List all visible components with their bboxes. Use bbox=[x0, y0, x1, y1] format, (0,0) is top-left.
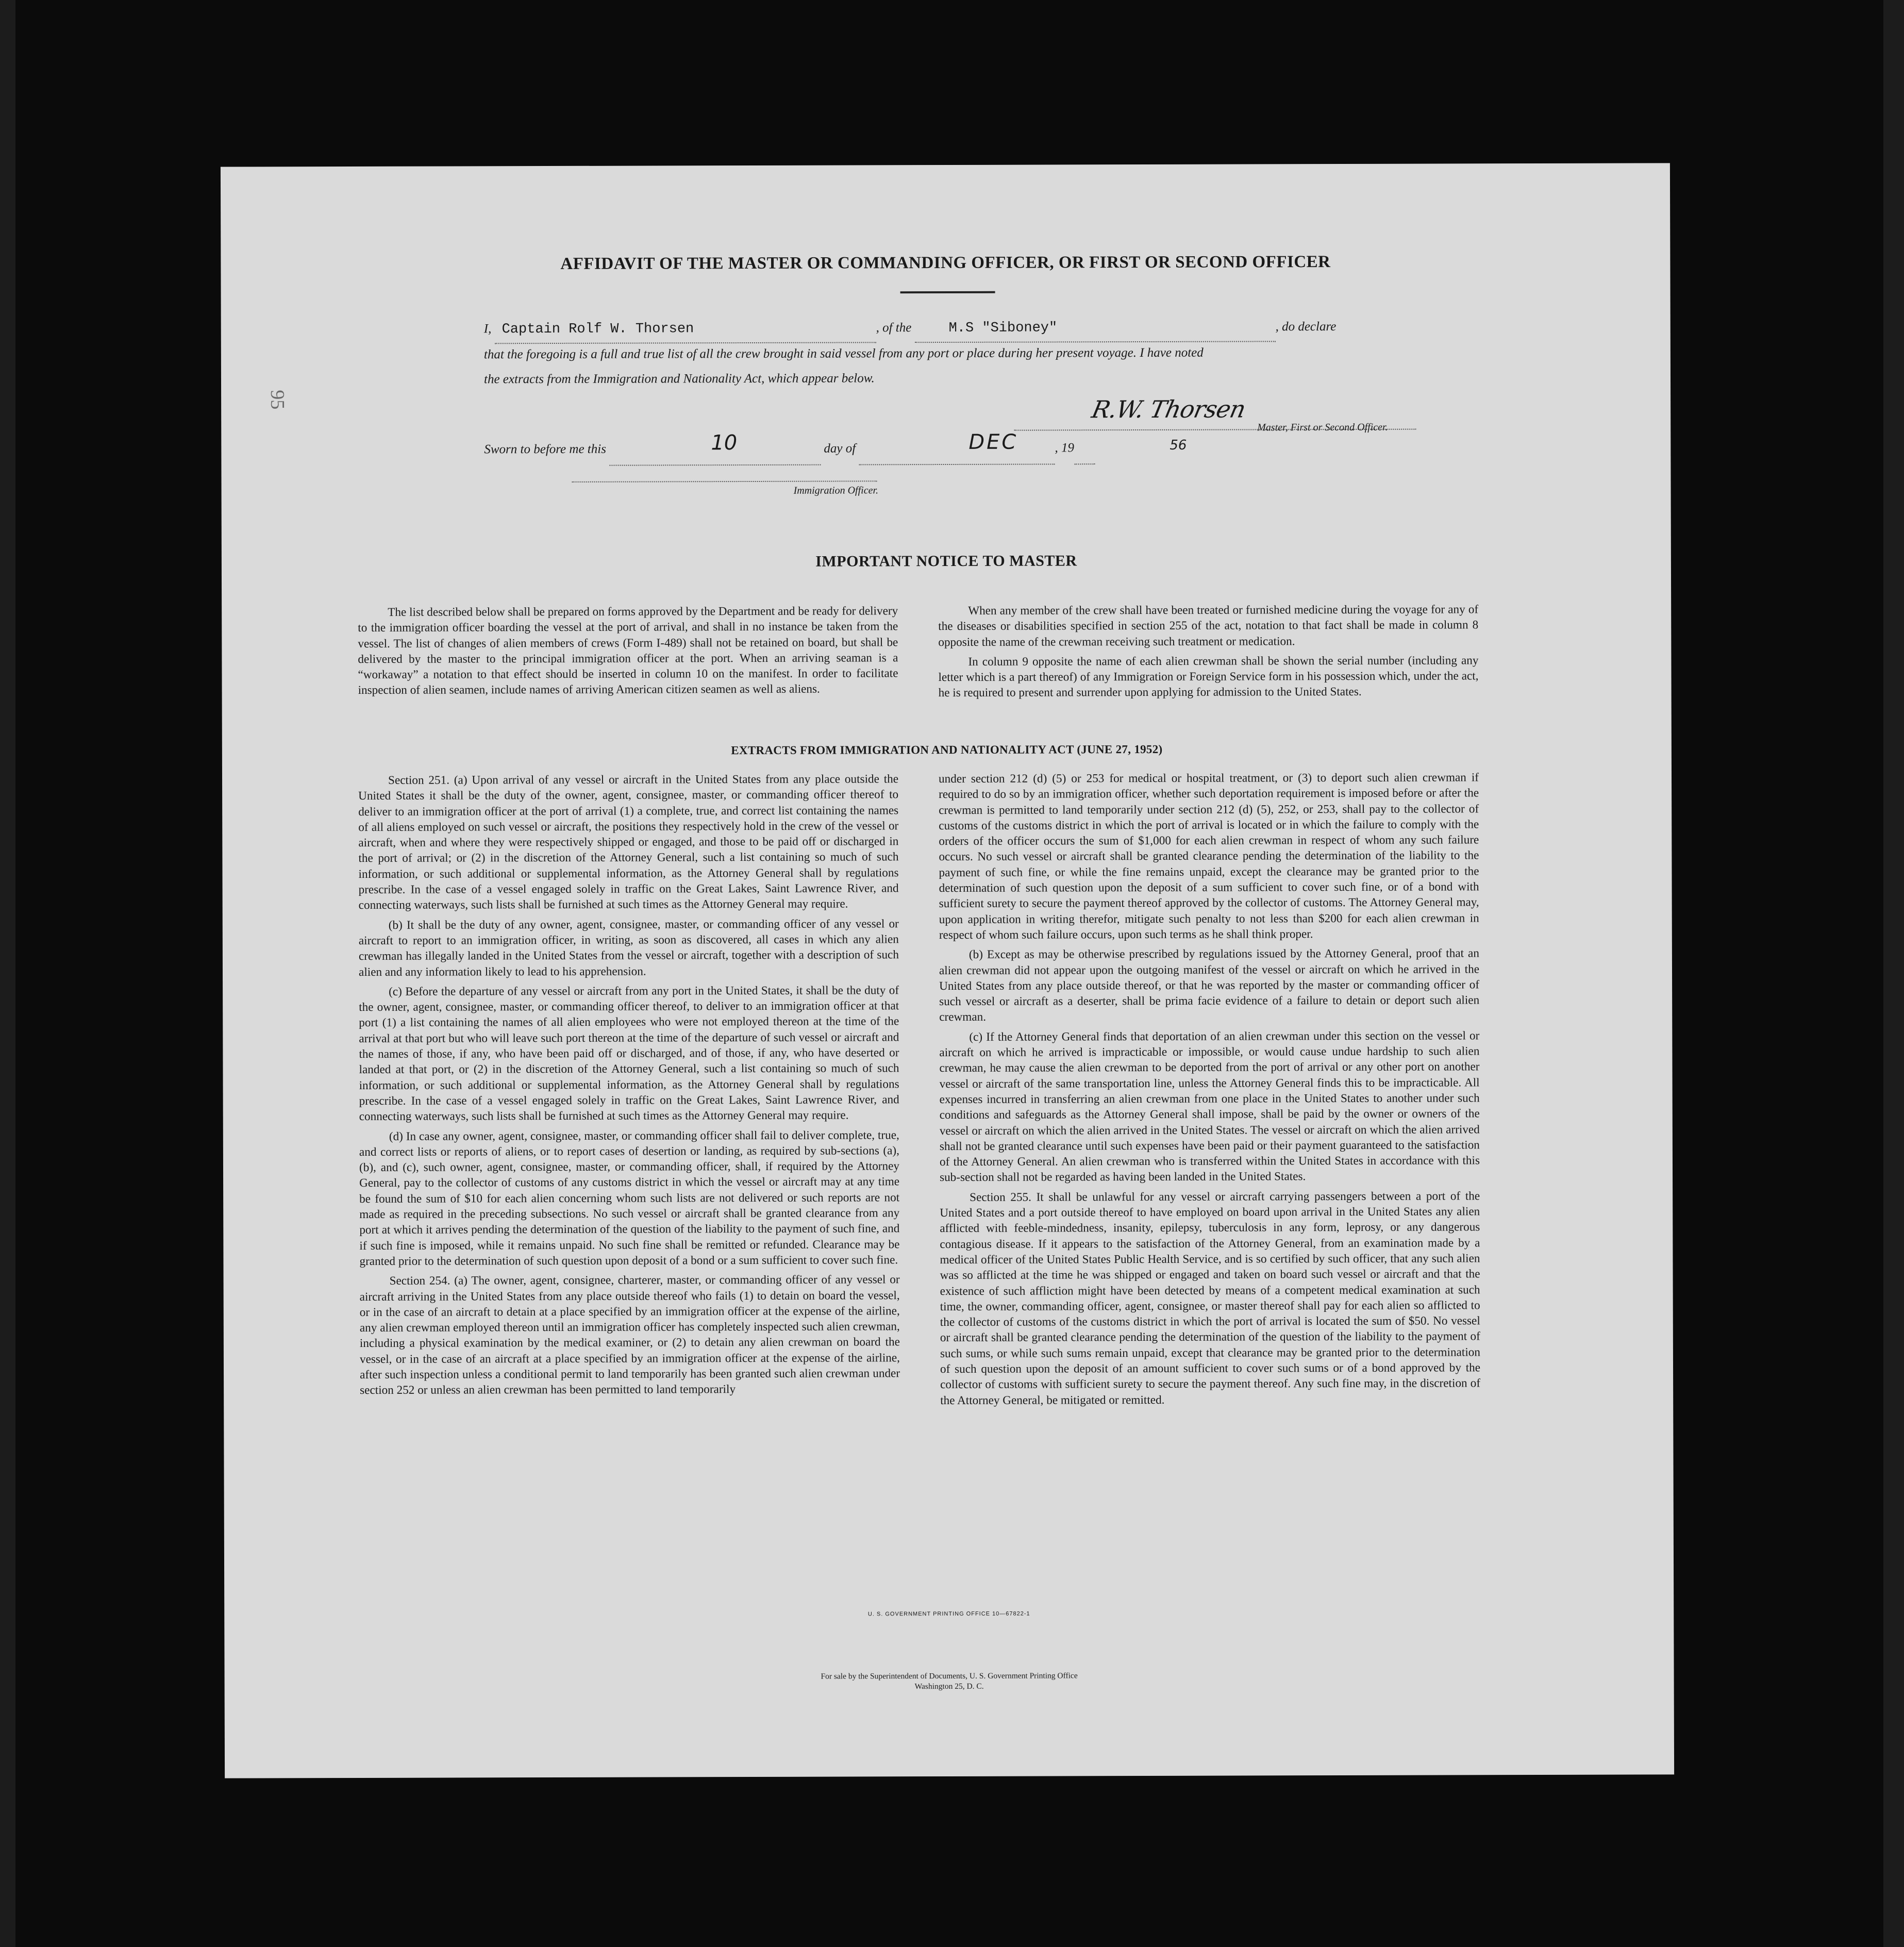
section-254-c: (c) If the Attorney General finds that deportation of an alien crewman under this section on the vessel or aircraft on which he arrived is impracticable or impossible, or would cause undue hardship to such alien crewman, he may cause the alien crewman to be deported from the port of arrival or any other port on another vessel or aircraft of the same transportation line, unless the Attorney General finds this to be impracticable. All expenses incurred in transferring an alien crewman from one place in the United States to another under such conditions and safeguards as the Attorney General shall impose, shall be paid by the owner or owners of the vessel or aircraft on which the alien arrived in the United States. The vessel or aircraft on which the alien arrived shall not be granted clearance until such expenses have been paid or their payment guaranteed to the satisfaction of the Attorney General. An alien crewman who is transferred within the United States in accordance with this sub-section shall not be regarded as having been landed in the United States. bbox=[939, 1029, 1480, 1185]
sale-notice bbox=[225, 1669, 1674, 1693]
sworn-month: DEC bbox=[968, 430, 1018, 454]
notice-right bbox=[938, 602, 1479, 705]
section-251-d: (d) In case any owner, agent, consignee, master, or commanding officer shall fail to deliver complete, true, and correct lists or reports of aliens, or to report cases of desertion or landing, as required by sub-sections (a), (b), and (c), such owner, agent, consignee, master, or commanding officer, shall, if required by the Attorney General, pay to the collector of customs of any customs district in which the vessel or aircraft may at any time be found the sum of $10 for each alien concerning whom such lists are not delivered or such reports are not made as required in the preceding subsections. No such vessel or aircraft shall be granted clearance from any port at which it arrives pending the determination of the question of the liability to the payment of such fine, and if such fine is imposed, while it remains unpaid. No such fine shall be remitted or refunded. Clearance may be granted prior to the determination of such question upon deposit of a bond or a sum sufficient to cover such fine. bbox=[359, 1128, 900, 1268]
notice-right-text-2: In column 9 opposite the name of each alien crewman shall be shown the serial number (including any letter which is a part thereof) of any Immigration or Foreign Service form in his possession which, under the act, he is required to present and surrender upon applying for admission to the United States. bbox=[938, 654, 1479, 700]
notice-left bbox=[358, 603, 898, 703]
day-of-label: day of bbox=[824, 441, 856, 456]
officer-signature-line bbox=[572, 472, 877, 482]
title-rule bbox=[900, 291, 995, 293]
sale-line-2: Washington 25, D. C. bbox=[914, 1682, 984, 1691]
section-251-c: (c) Before the departure of any vessel or aircraft from any port in the United States, it shall be the duty of the owner, agent, consignee, master, or commanding officer thereof, to deliver to an immigration officer at that port (1) a list containing the names of all alien employees who were not employed thereon at the time of the arrival at that port but who will leave such port thereon at the time of the departure of such vessel or aircraft and the names of those, if any, who have been paid off or discharged, and of those, if any, who have deserted or landed at that port, or (2) in the discretion of the Attorney General, such a list containing so much of such information, or such additional or supplemental information, as the Attorney General shall by regulations prescribe. In the case of a vessel engaged solely in traffic on the Great Lakes, Saint Lawrence River, and connecting waterways, such lists shall be furnished at such times as the Attorney General may require. bbox=[359, 984, 899, 1124]
scan-border-right bbox=[1883, 0, 1904, 1947]
section-254-b: (b) Except as may be otherwise prescribed by regulations issued by the Attorney General, proof that an alien crewman did not appear upon the outgoing manifest of the vessel or aircraft on which he arrived in the United States from any place outside thereof, or that he was reported by the master or commanding officer of such vessel or aircraft as a deserter, shall be prima facie evidence of a failure to detain or deport such alien crewman. bbox=[939, 946, 1480, 1024]
gpo-imprint: U. S. GOVERNMENT PRINTING OFFICE 10—67822-1 bbox=[867, 1610, 1030, 1618]
section-251-b: (b) It shall be the duty of any owner, agent, consignee, master, or commanding officer of any vessel or aircraft to report to an immigration officer, in writing, as soon as discovered, all cases in which any alien crewman has illegally landed in the United States from the vessel or aircraft, together with a description of such alien and any information likely to lead to his apprehension. bbox=[358, 917, 899, 979]
margin-mark: 95 bbox=[266, 390, 289, 410]
declaration-line-1 bbox=[484, 313, 1479, 342]
i-label: I, bbox=[483, 322, 492, 336]
scan-border-left bbox=[0, 0, 15, 1947]
notice-left-text: The list described below shall be prepared on forms approved by the Department and be ready for delivery to the immigration officer boarding the vessel at the port of arrival, and shall in no instance be taken from the vessel. The list of changes of alien members of crews (Form I-489) shall not be retained on board, but shall be delivered by the master to the principal immigration officer at the port. When an arriving seaman is a “workaway” a notation to that effect should be inserted in column 10 on the manifest. In order to facilitate inspection of alien seamen, include names of arriving American citizen seamen as well as aliens. bbox=[358, 604, 898, 697]
extracts-right-column bbox=[939, 770, 1480, 1412]
signature-caption: Master, First or Second Officer. bbox=[1257, 421, 1388, 434]
master-name: Captain Rolf W. Thorsen bbox=[502, 321, 694, 338]
of-the-label: , of the bbox=[876, 321, 912, 335]
notice-heading: IMPORTANT NOTICE TO MASTER bbox=[815, 552, 1077, 570]
do-declare-label: , do declare bbox=[1275, 320, 1337, 334]
vessel-name: M.S "Siboney" bbox=[948, 320, 1058, 336]
extracts-heading: EXTRACTS FROM IMMIGRATION AND NATIONALITY ACT (JUNE 27, 1952) bbox=[731, 742, 1163, 757]
sale-line-1: For sale by the Superintendent of Documents, U. S. Government Printing Office bbox=[821, 1671, 1078, 1681]
declaration bbox=[484, 313, 1479, 392]
sworn-label: Sworn to before me this bbox=[484, 442, 606, 457]
section-254-a: Section 254. (a) The owner, agent, consignee, charterer, master, or commanding officer of any vessel or aircraft arriving in the United States from any place outside thereof who fails (1) to detain on board the vessel, or in the case of an aircraft to detain at a place specified by an immigration officer at the expense of the airline, any alien crewman employed thereon until an immigration officer has completely inspected such alien crewman, including a physical examination by the medical examiner, or (2) to detain any alien crewman on board the vessel, or in the case of an aircraft at a place specified by an immigration officer at the expense of the airline, after such inspection unless a conditional permit to land temporarily has been granted such alien crewman under section 252 or unless an alien crewman has been permitted to land temporarily bbox=[359, 1273, 900, 1397]
master-signature: R.W. Thorsen bbox=[1089, 395, 1248, 424]
section-255: Section 255. It shall be unlawful for any vessel or aircraft carrying passengers between a port of the United States and a port outside thereof to have employed on board upon arrival in the United States any alien afflicted with feeble-mindedness, insanity, epilepsy, tuberculosis in any form, leprosy, or any dangerous contagious disease. If it appears to the satisfaction of the Attorney General, from an examination made by a medical officer of the United States Public Health Service, and is so certified by such officer, that any such alien was so afflicted at the time he was shipped or engaged and taken on board such vessel or aircraft and that the existence of such affliction might have been detected by means of a competent medical examination at such time, the owner, commanding officer, agent, consignee, or master thereof shall pay for each alien so afflicted to the collector of customs of the customs district in which the port of arrival is located the sum of $50. No vessel or aircraft shall be granted clearance pending the determination of the question of the liability to the payment of such sums, or while such sums remain unpaid, except that clearance may be granted prior to the determination of such question upon the deposit of an amount sufficient to cover such sums or of a bond approved by the collector of customs with sufficient surety to secure the payment thereof. Any such fine may, in the discretion of the Attorney General, be mitigated or remitted. bbox=[940, 1189, 1481, 1407]
sworn-day: 10 bbox=[711, 431, 738, 455]
extracts-left-column bbox=[358, 771, 900, 1402]
notice-right-text-1: When any member of the crew shall have been treated or furnished medicine during the voyage for any of the diseases or disabilities specified in section 255 of the act, notation to that fact shall be made in column 8 opposite the name of the crewman receiving such treatment or medication. bbox=[938, 603, 1479, 649]
year-prefix: , 19 bbox=[1055, 441, 1074, 455]
affidavit-title: AFFIDAVIT OF THE MASTER OR COMMANDING OFFICER, OR FIRST OR SECOND OFFICER bbox=[560, 253, 1331, 273]
section-254-a-continued: under section 212 (d) (5) or 253 for medical or hospital treatment, or (3) to deport such alien crewman if required to do so by an immigration officer, whether such deportation requirement is imposed before or after the crewman is permitted to land temporarily under section 212 (d) (5), 252, or 253, shall pay to the collector of customs of the customs district in which the port of arrival is located or in which the failure to comply with the orders of the officer occurs the sum of $1,000 for each alien crewman in respect of whom any such failure occurs. No such vessel or aircraft shall be granted clearance pending the determination of the liability to the payment of such fine, or while the fine remains unpaid, except the clearance may be granted prior to the determination of such question upon the deposit of a sum sufficient to cover such fine, or of a bond with sufficient surety to secure the payment thereof approved by the collector of customs. The Attorney General may, upon application in writing therefor, mitigate such penalty to not less than $200 for each alien crewman in respect of whom such failure occurs, upon such terms as he shall think proper. bbox=[938, 771, 1479, 942]
sworn-year: 56 bbox=[1170, 437, 1187, 453]
declaration-line-3: the extracts from the Immigration and Nationality Act, which appear below. bbox=[483, 371, 875, 387]
section-251-a: Section 251. (a) Upon arrival of any vessel or aircraft in the United States from any place outside the United States it shall be the duty of the owner, agent, consignee, master, or commanding officer thereof to deliver to an immigration officer at the port of arrival (1) a complete, true, and correct list containing the names of all aliens employed on such vessel or aircraft, the positions they respectively hold in the crew of the vessel or aircraft, when and where they were respectively shipped or engaged, and those to be paid off or discharged in the port of arrival; or (2) in the discretion of the Attorney General, such a list containing so much of such information, or such additional or supplemental information, as the Attorney General shall by regulations prescribe. In the case of a vessel engaged solely in traffic on the Great Lakes, Saint Lawrence River, and connecting waterways, such lists shall be furnished at such times as the Attorney General may require. bbox=[358, 772, 899, 912]
declaration-line-2: that the foregoing is a full and true list of all the crew brought in said vessel from any port or place during her present voyage. I have noted bbox=[483, 345, 1204, 362]
officer-caption: Immigration Officer. bbox=[793, 485, 879, 496]
document-page bbox=[221, 163, 1674, 1778]
